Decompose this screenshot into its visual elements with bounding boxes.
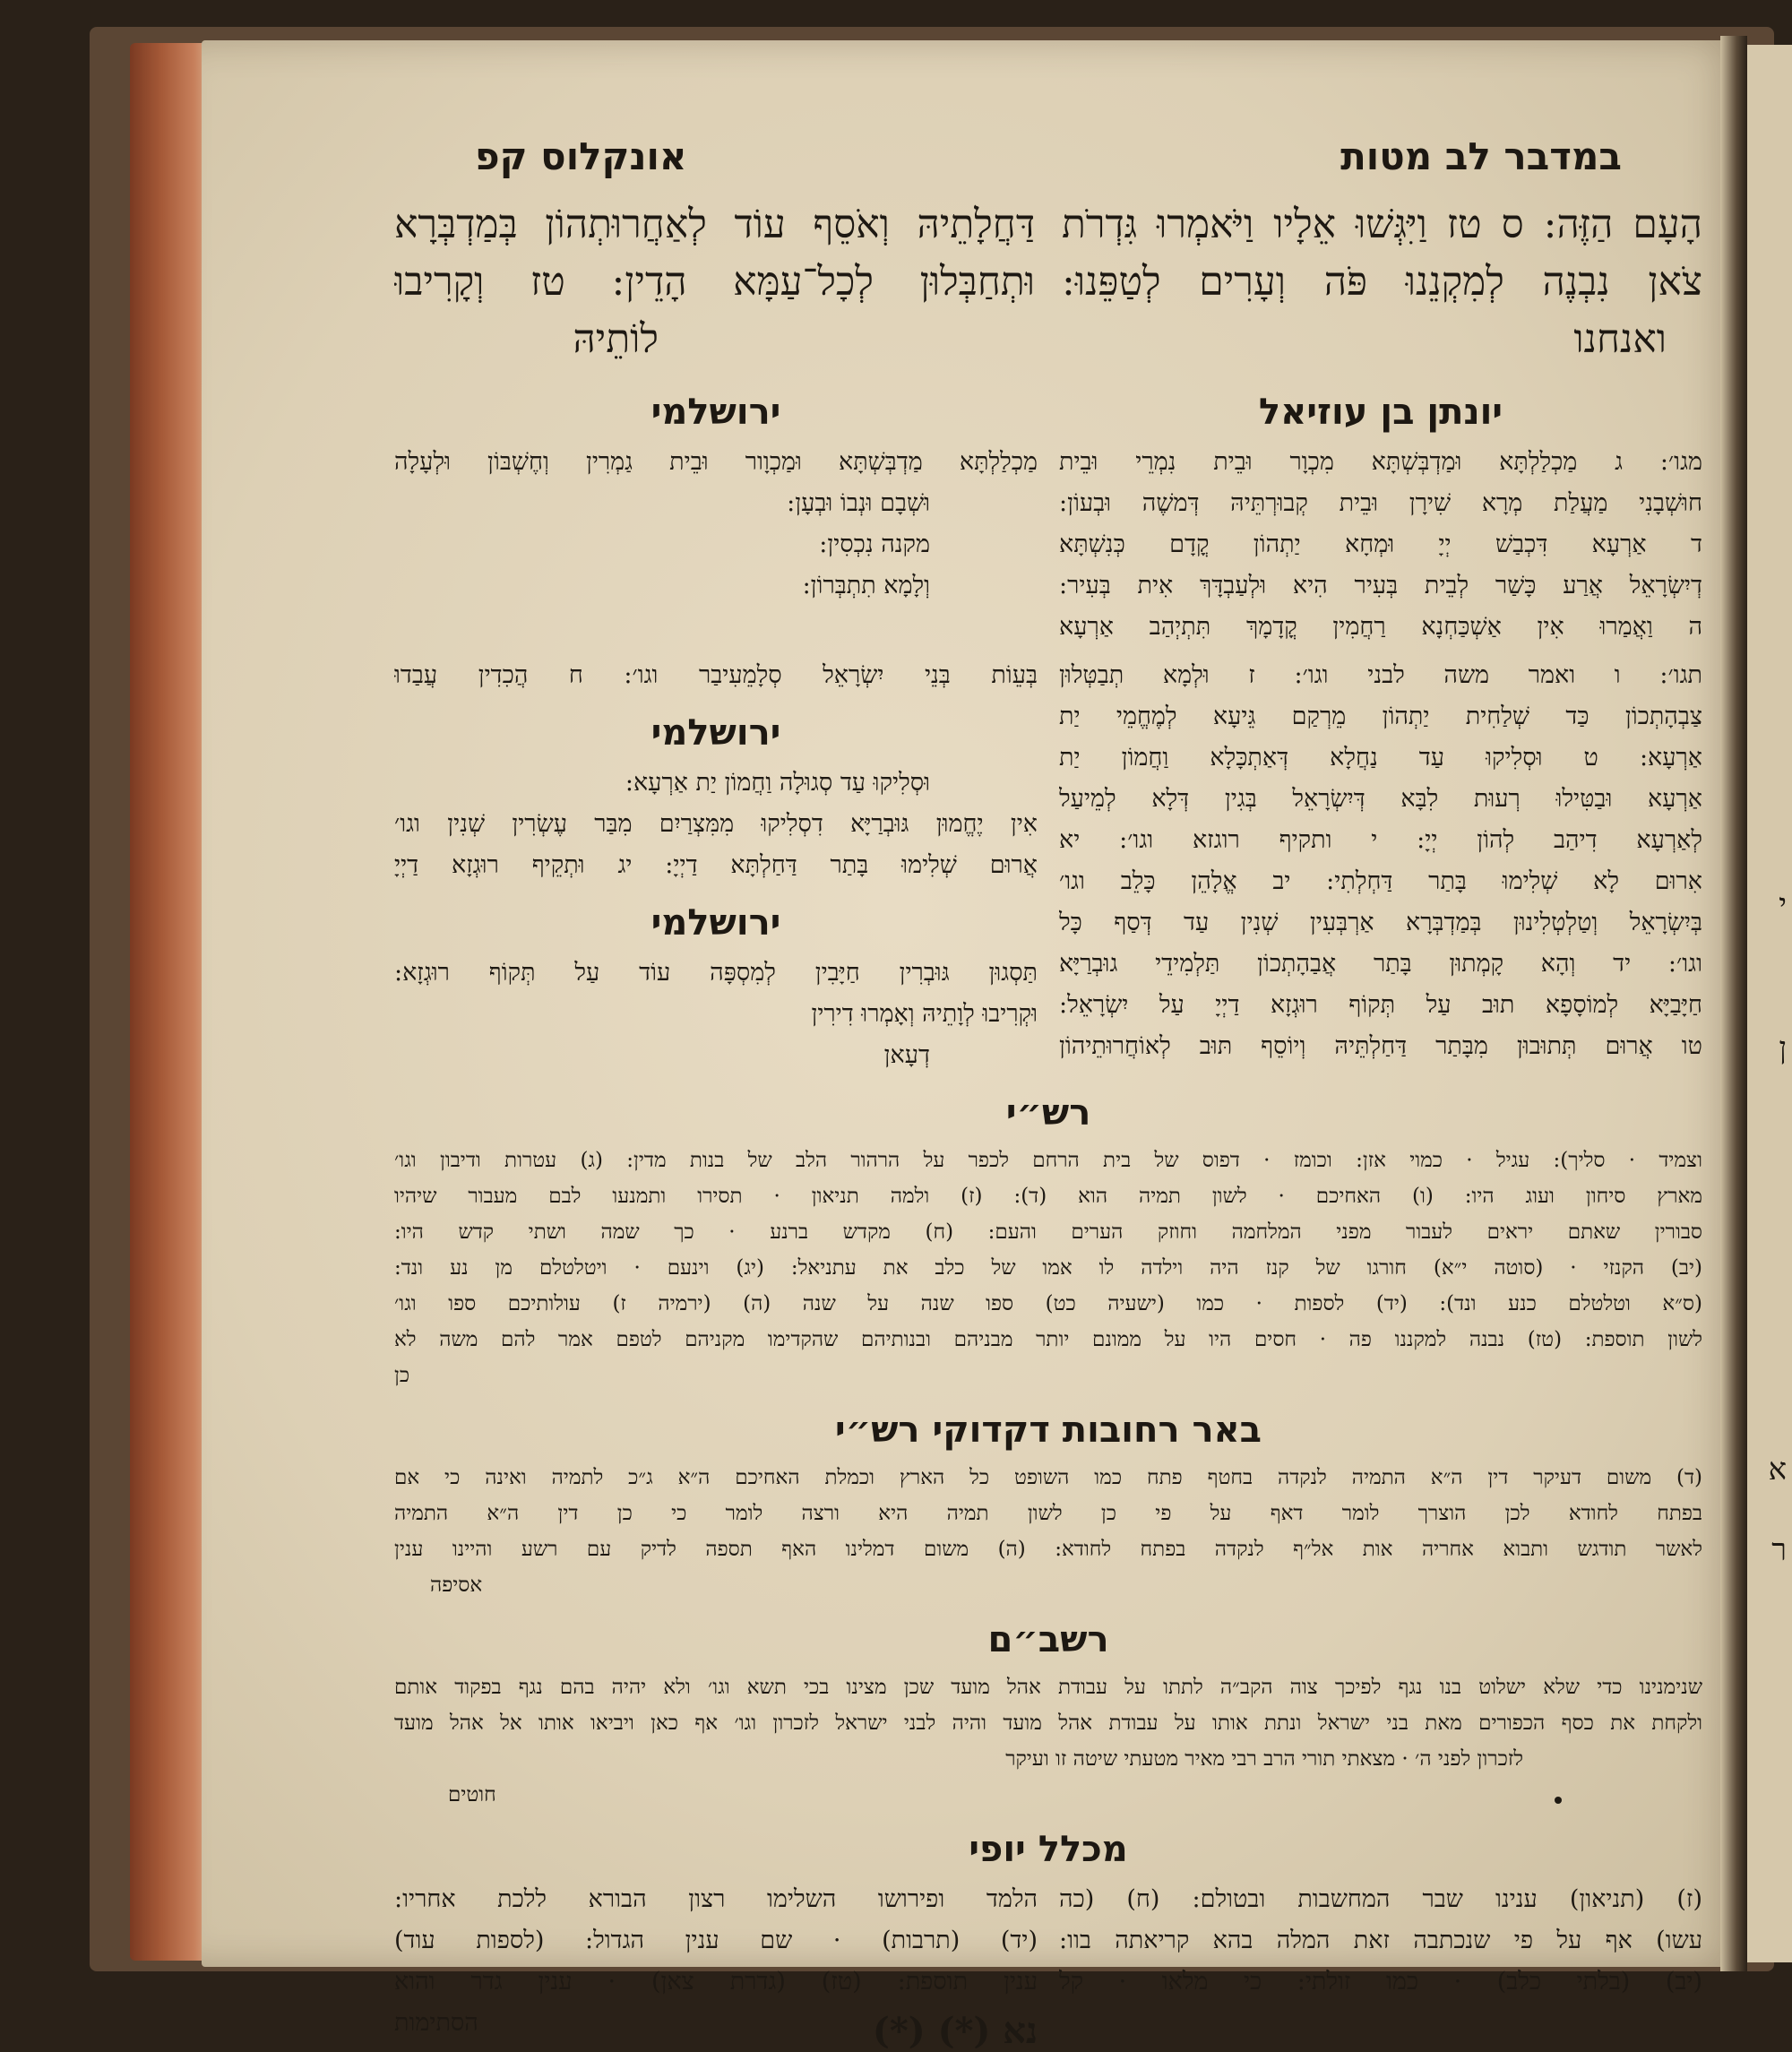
michlal-line: (יב) (בלתי כלב) · כמו זולתי: כי מלאו · קל — [1059, 1968, 1702, 1996]
rashi-line: (יב) הקנזי · (סוטה י״א) חורגו של קנז היה וילדה לו אמו של כלב את עתניאל: (יג) וינעם · ויטלטלם מן נע ונד: — [394, 1256, 1702, 1280]
beer-rechovot-section — [394, 1410, 1702, 1603]
jonathan-line: בְּיִשְׂרָאֵל וְטַלְטְלִינוּן בְּמַדְבְּרָא אַרְבְּעִין שְׁנִין עַד דְּסַף כָּל — [1059, 909, 1702, 936]
yerushalmi-title: ירושלמי — [650, 902, 781, 944]
jonathan-line: אַרְעָא: ט וּסְלִיקוּ עַד נַחֲלָא דְּאַתְכָּלָא וַחֲמוֹן יַת — [1059, 744, 1702, 772]
onkelos-line: וּתְחַבְּלוּן לְכָל־עַמָּא הָדֵין: טז וְקָרִיבוּ — [394, 259, 1035, 305]
verse-block — [394, 196, 1702, 368]
jonathan-line: תגו׳: ו ואמר משה לבני וגו׳: ז וּלְמָא תְבַטְּלוּן — [1059, 661, 1702, 689]
targum-line: בְּעֵוֹת בְּנֵי יִשְׂרָאֵל סְלָמֵעִיבַר וגו׳: ח הֲכִדִין עֲבַדוּ — [394, 661, 1038, 689]
jonathan-line: חוּשְׁבָנִי מַעֲלַת מְרָא שִׁירָן וּבֵית קְבוּרְתֵּיהּ דְּמשֶׁה וּבְעוֹן: — [1059, 489, 1702, 517]
yerushalmi-line: וּשְׁבָם וּנְבוֹ וּבְעָן: — [787, 489, 930, 517]
rashbam-line: לזכרון לפני ה׳ · מצאתי תורי הרב רבי מאיר מטעתי שיטה זו ועיקר — [1005, 1747, 1523, 1771]
jonathan-line: וגו׳: יד וְהָא קָמְתוּן בָּתַר אֲבַהָתְכוֹן תַּלְמִידֵי גוּבְרַיָּא — [1059, 950, 1702, 978]
michlal-right-column — [1059, 1879, 1702, 2052]
facing-page-glyph: ן — [1779, 1030, 1787, 1066]
verse-line: הָעָם הַזֶּה: ס טז וַיִּגְּשׁוּ אֵלָיו וַיֹּאמְרוּ גִּדְרֹת — [1062, 202, 1702, 247]
jonathan-column-cont — [1059, 655, 1702, 1076]
targum-line: דְעָאן — [883, 1041, 930, 1069]
targum-columns — [394, 375, 1702, 648]
yerushalmi-line: מַכְלַלְתָּא מַדְבְּשְׁתָּא וּמַכְוָור וּבֵית גַמְרִין וְחֶשְׁבּוֹן וּלְעָלָה — [394, 448, 1038, 476]
targum-columns-2 — [394, 655, 1702, 1076]
yerushalmi-title: ירושלמי — [650, 392, 781, 433]
rashbam-title: רשב״ם — [987, 1619, 1109, 1660]
michlal-footer-row — [394, 2003, 1038, 2052]
facing-page-edge — [1747, 45, 1792, 1962]
rashbam-line: שנימנינו כדי שלא ישלוט בנו נגף לפיכך צוה הקב״ה לתתו על עבודת אהל מועד שכן מצינו בכי תשא וגו׳ ולא יהיה בהם נגף בפקוד אותם — [394, 1676, 1702, 1699]
rashi-line: לשון תוספת: (טז) נבנה למקננו פה · חסים היו על ממונם יותר מבניהם ובנותיהם שהקדימו מקניהם לטפם אמר להם משה לא — [394, 1328, 1702, 1351]
yerushalmi-title: ירושלמי — [650, 712, 781, 754]
facing-page-glyph: א — [1768, 1452, 1787, 1487]
rashi-line: (ס״א וטלטלם כנע ונד): (יד) לספות · כמו (ישעיה כט) ספו שנה על שנה (ה) (ירמיה ז) עולותיכם ספו וגו׳ — [394, 1292, 1702, 1315]
michlal-left-column — [394, 1879, 1038, 2052]
rashi-catchword: כן — [394, 1364, 410, 1387]
onkelos-catchword: לוֹתֵיהּ — [573, 316, 659, 362]
rashbam-section — [394, 1619, 1702, 1813]
michlal-line: ענין תוספת: (טז) (גדרת צאן) · ענין גדר והוא — [394, 1968, 1038, 1996]
facing-page-glyph: י — [1779, 887, 1787, 923]
jonathan-line: דְיִשְׂרָאֵל אֲרַע כָּשַׁר לְבֵית בְּעִיר הִיא וּלְעַבְדָּךְ אִית בְּעִיר: — [1059, 572, 1702, 599]
onkelos-line: דַּחֲלָתֵיהּ וְאֹסֵף עוֹד לְאַחֲרוּתְהוֹן בְּמַדְבְּרָא — [394, 202, 1035, 247]
yerushalmi-column — [394, 375, 1038, 648]
jonathan-line: צַבְהָתְכוֹן כַּד שְׁלַחִית יַתְהוֹן מֵרְקַם גֵּיעָא לְמֶחֱמֵי יַת — [1059, 703, 1702, 730]
hebrew-verse-column — [1062, 196, 1702, 368]
jonathan-line: חַיָּבַיָּא לְמוֹסָפָא תוּב עַל תְּקוֹף רוּגְזָא דַיְיָ עַל יִשְׂרָאֵל: — [1059, 991, 1702, 1019]
michlal-line: (ז) (תניאון) ענינו שבר המחשבות ובטולם: (ח) (כה — [1059, 1885, 1702, 1913]
rashi-title: רש״י — [1005, 1092, 1091, 1134]
michlal-line: הלמד ופירושו השלימו רצון הבורא ללכת אחריו: — [394, 1885, 1038, 1913]
beer-rechovot-title: באר רחובות דקדוקי רש״י — [834, 1410, 1262, 1451]
jonathan-line: ד אַרְעָא דִּכְבַשׁ יְיָ וּמְחָא יַתְהוֹן קֳדָם כְּנִשְׁתָּא — [1059, 530, 1702, 558]
targum-line: אֲרוּם שְׁלִימוּ בָּתַר דַּחַלְתָּא דַיְיָ: יג וּתְקֵיף רוּגְזָא דַיְיָ — [394, 851, 1038, 879]
michlal-line: (יד) (תרבות) · שם ענין הגדול: (לספות עוד) — [394, 1927, 1038, 1954]
running-head — [394, 125, 1702, 178]
rashi-line: סבורין שאתם יראים לעבור מפני המלחמה וחוזק הערים והעם: (ח) מקדש ברנע · כך שמה ושתי קדש היו: — [394, 1220, 1702, 1244]
michlal-yofi-section — [394, 1829, 1702, 2052]
yerushalmi-column-cont — [394, 655, 1038, 1076]
michlal-columns — [394, 1879, 1702, 2052]
targum-line: אִין יֶחֱמוּן גּוּבְרַיָּא דִסְלִיקוּ מִמִּצְרַיִם מִבַּר עֶשְׂרִין שְׁנִין וגו׳ — [394, 810, 1038, 838]
targum-line: וּקְרִיבוּ לְוָתֵיהּ וְאָמְרוּ דִירִין — [811, 1000, 1038, 1028]
running-head-right: במדבר לב מטות — [1340, 134, 1622, 178]
rashbam-catchword: חוטים — [448, 1783, 496, 1806]
yerushalmi-line: וּסְלִיקוּ עַד סְגוּלָה וַחֲמוֹן יַת אַרְעָא: — [625, 769, 930, 797]
ink-dot — [1555, 1797, 1562, 1804]
beer-line: (ד) משום דעיקר דין ה״א התמיה לנקדה בחטף פתח כמו השופט כל הארץ וכמלת האחיכם ה״א ג״כ לתמיה ואינה כי אם — [394, 1466, 1702, 1489]
yerushalmi-line: תַּסְגוּן גּוּבְרִין חַיָּבִין לְמִסְפָּה עוֹד עַל תְּקוֹף רוּגְזָא: — [394, 959, 1038, 987]
jonathan-line: אַרְעָא וּבַטִּילוּ רְעוּת לִבָּא דְּיִשְׂרָאֵל בְּגִין דְּלָא לְמֵיעַל — [1059, 785, 1702, 813]
catchword: ואנחנו — [1573, 316, 1667, 362]
michlal-catchword: הסתימות — [394, 2009, 478, 2037]
facing-page-glyph: ר — [1771, 1532, 1787, 1568]
beer-catchword: אסיפה — [430, 1573, 483, 1597]
page-edges — [130, 43, 211, 1961]
jonathan-line: טו אֲרוּם תְּתוּבוּן מִבָּתַר דַּחַלְתֵּיהּ וְיוֹסֵף תּוּב לְאוֹחֲרוּתֵיהוֹן — [1059, 1032, 1702, 1060]
jonathan-line: ה וַאֲמַרוּ אִין אַשְׁכַּחְנָא רַחֲמִין קֳדָמָךְ תִּתְיְהַב אַרְעָא — [1059, 613, 1702, 641]
michlal-line: עשו) אף על פי שנכתבה זאת המלה בהא קריאתה בוו: — [1059, 1927, 1702, 1954]
signature-mark: נא (*) (*) — [872, 2010, 1038, 2052]
rashbam-line: ולקחת את כסף הכפורים מאת בני ישראל ונתת אותו על עבודת אהל מועד והיה לבני ישראל לזכרון וגו׳ אף כאן ויביאו אותו אל אהל מועד — [394, 1711, 1702, 1735]
book-gutter — [1720, 36, 1747, 1971]
jonathan-line: לְאַרְעָא דִיהַב לְהוֹן יְיָ: י ותקיף רוגזא וגו׳: יא — [1059, 826, 1702, 854]
page-content — [394, 125, 1702, 2052]
jonathan-column — [1059, 375, 1702, 648]
verse-line: צֹאן נִבְנֶה לְמִקְנֵנוּ פֹּה וְעָרִים לְטַפֵּנוּ: — [1062, 259, 1702, 305]
yerushalmi-line: מקנה נִכְסִין: — [819, 530, 930, 558]
jonathan-line: אִרוּם לָא שְׁלִימוּ בָּתַר דַּחְלְתִי: יב אֱלָהֵן כָּלֵב וגו׳ — [1059, 867, 1702, 895]
jonathan-title: יונתן בן עוזיאל — [1258, 392, 1503, 433]
rashi-line: מארץ סיחון ועוג היו: (ו) האחיכם · לשון תמיה הוא (ד): (ז) ולמה תניאון · תסירו ותמנעו לבם מעבור שיהיו — [394, 1185, 1702, 1208]
michlal-yofi-title: מכלל יופי — [969, 1829, 1128, 1870]
beer-line: בפתח לחודא לכן הוצרך לומר דאף על פי כן לשון תמיה היא ורצה לומר כי כן דין ה״א התמיה — [394, 1502, 1702, 1525]
rashi-line: וצמיד · סליך): עגיל · כמוי אזן: וכומז · דפוס של בית הרחם לכפר על הרהור הלב של בנות מדין: (ג) עטרות ודיבון וגו׳ — [394, 1149, 1702, 1172]
yerushalmi-line: וְלָמָא תִתְבְּרוֹן: — [802, 572, 930, 599]
rashi-section — [394, 1092, 1702, 1393]
running-head-left: אונקלוס קפ — [475, 134, 687, 178]
beer-line: לאשר תודגש ותבוא אחריה אות אל״ף לנקדה בפתח לחודא: (ה) משום דמלינו האף תספה לדיק עם רשע והיינו ענין — [394, 1538, 1702, 1561]
jonathan-line: מגו׳: ג מַכְלַלְתָּא וּמַדְבְּשְׁתָּא מִכְוָר וּבֵית נִמְרֵי וּבֵית — [1059, 448, 1702, 476]
onkelos-column — [394, 196, 1035, 368]
